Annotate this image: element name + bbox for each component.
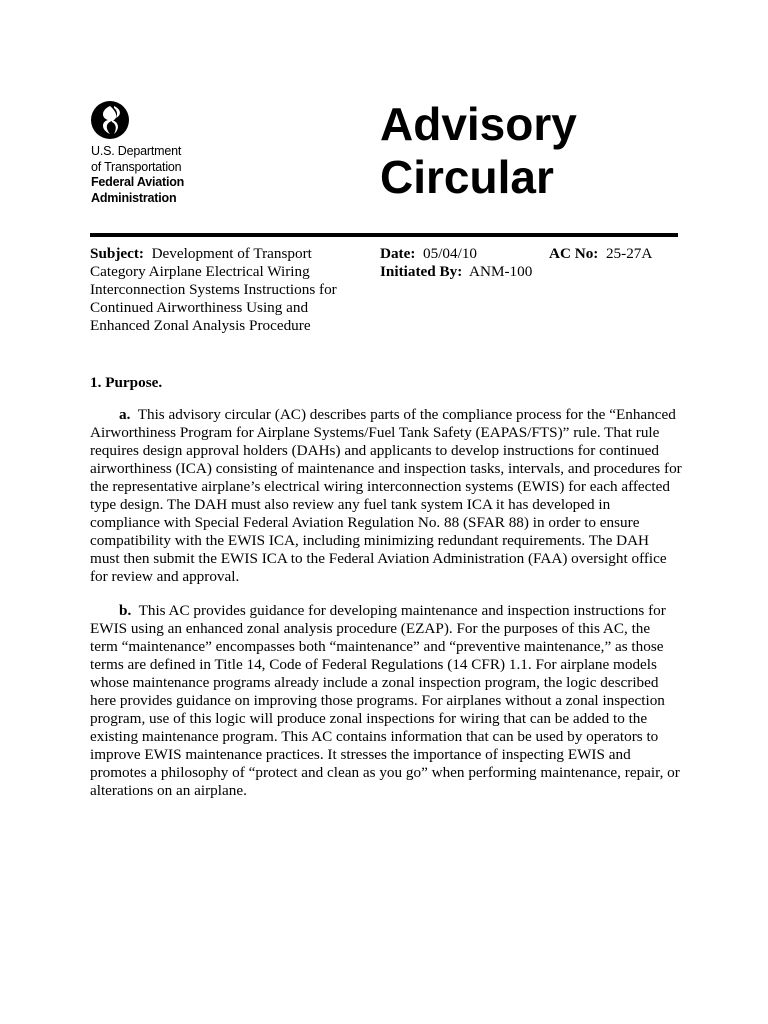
subject-line-1 — [90, 245, 352, 263]
paragraph-b-line-2: EWIS using an enhanced zonal analysis procedure (EZAP). For the purposes of this AC, the — [90, 620, 651, 637]
agency-line-4: Administration — [91, 190, 177, 205]
initiated-label: Initiated By: — [380, 263, 463, 280]
date-label: Date: — [380, 245, 416, 262]
paragraph-b-line-7: program, use of this logic will produce zonal inspections for wiring that can be added to the — [90, 710, 648, 727]
subject-line-2: Category Airplane Electrical Wiring — [90, 263, 310, 280]
agency-line-3: Federal Aviation — [91, 175, 185, 189]
paragraph-b-line-9: improve EWIS maintenance practices. It stresses the importance of inspecting EWIS and — [90, 746, 631, 763]
paragraph-a-line-10: for review and approval. — [90, 568, 240, 585]
paragraph-a-label: a. — [119, 406, 131, 423]
paragraph-b-line-5: whose maintenance programs already include a zonal inspection program, the logic described — [90, 674, 659, 691]
subject-line-3: Interconnection Systems Instructions for — [90, 281, 337, 298]
paragraph-a-line-3: requires design approval holders (DAHs) and applicants to develop instructions for continued — [90, 442, 659, 459]
paragraph-b-line-4: terms are defined in Title 14, Code of Federal Regulations (14 CFR) 1.1. For airplane models — [90, 656, 657, 673]
paragraph-b-text-1: This AC provides guidance for developing maintenance and inspection instructions for — [138, 602, 666, 619]
agency-block — [91, 144, 184, 206]
paragraph-a-line-4: airworthiness (ICA) consisting of maintenance and inspection tasks, intervals, and procedures for — [90, 460, 682, 477]
paragraph-a-text-1: This advisory circular (AC) describes parts of the compliance process for the “Enhanced — [137, 406, 676, 423]
title-line-2: Circular — [380, 151, 554, 203]
subject-text-1: Development of Transport — [151, 245, 312, 262]
paragraph-b-line-8: existing maintenance program. This AC contains information that can be used by operators to — [90, 728, 659, 745]
date-field — [380, 245, 477, 263]
header-divider — [90, 233, 678, 237]
subject-block — [90, 245, 352, 335]
acno-field — [549, 245, 652, 263]
agency-line-2: of Transportation — [91, 159, 182, 174]
subject-line-4: Continued Airworthiness Using and — [90, 299, 309, 316]
paragraph-b-line-1 — [90, 602, 680, 620]
paragraph-a-line-2: Airworthiness Program for Airplane Systems/Fuel Tank Safety (EAPAS/FTS)” rule. That rule — [90, 424, 660, 441]
paragraph-b-line-3: term “maintenance” encompasses both “maintenance” and “preventive maintenance,” as those — [90, 638, 664, 655]
section-heading: 1. Purpose. — [90, 374, 163, 391]
agency-line-1: U.S. Department — [91, 144, 182, 158]
document-title — [380, 98, 577, 204]
paragraph-a — [90, 406, 680, 586]
paragraph-b-label: b. — [119, 602, 132, 619]
initiated-field — [380, 263, 532, 281]
initiated-value: ANM-100 — [469, 263, 533, 280]
title-line-1: Advisory — [380, 98, 577, 150]
paragraph-b — [90, 602, 680, 800]
acno-label: AC No: — [549, 245, 599, 262]
dot-logo-icon — [90, 100, 130, 140]
paragraph-a-line-5: the representative airplane’s electrical wiring interconnection systems (EWIS) for each affected — [90, 478, 670, 495]
paragraph-a-line-8: compatibility with the EWIS ICA, including minimizing redundant requirements. The DAH — [90, 532, 650, 549]
paragraph-b-line-10: promotes a philosophy of “protect and clean as you go” when performing maintenance, repair, or — [90, 764, 680, 781]
subject-label: Subject: — [90, 245, 144, 262]
date-value: 05/04/10 — [423, 245, 478, 262]
subject-line-5: Enhanced Zonal Analysis Procedure — [90, 317, 311, 334]
paragraph-b-line-11: alterations on an airplane. — [90, 782, 247, 799]
paragraph-b-line-6: here provides guidance on improving those programs. For airplanes without a zonal inspection — [90, 692, 665, 709]
paragraph-a-line-9: must then submit the EWIS ICA to the Federal Aviation Administration (FAA) oversight office — [90, 550, 667, 567]
acno-value: 25-27A — [605, 245, 653, 262]
paragraph-a-line-7: compliance with Special Federal Aviation Regulation No. 88 (SFAR 88) in order to ensure — [90, 514, 640, 531]
paragraph-a-line-1 — [90, 406, 680, 424]
paragraph-a-line-6: type design. The DAH must also review any fuel tank system ICA it has developed in — [90, 496, 611, 513]
